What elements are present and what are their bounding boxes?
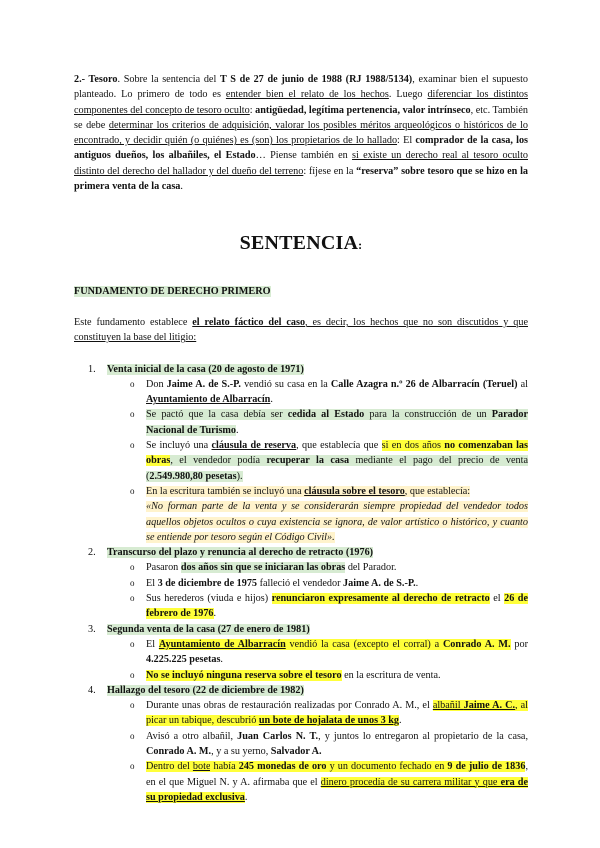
fact-text-run: mediante el pago del precio de venta ( — [146, 455, 528, 482]
fact-section-title: Segunda venta de la casa (27 de enero de 1981) — [107, 623, 310, 635]
fact-bullet-list — [74, 560, 528, 621]
intro-underlined: si existe un derecho real al tesoro oculto distinto del derecho del hallador y del dueño del terreno — [74, 150, 529, 177]
fact-text-run: . — [236, 424, 239, 436]
fact-section-number: 2. — [88, 547, 96, 559]
fact-text-run: . — [415, 577, 419, 589]
fact-text-run: . — [213, 608, 217, 620]
fact-text-run: Salvador A. — [270, 745, 322, 757]
fact-section-title: Venta inicial de la casa (20 de agosto de 1971) — [107, 363, 304, 375]
intro-text: . Luego — [388, 89, 428, 101]
intro-lead: 2.- Tesoro — [74, 74, 118, 85]
intro-text: , etc. También se debe — [74, 104, 528, 131]
bullet-marker-icon: o — [130, 669, 135, 680]
subheading-text: FUNDAMENTO DE DERECHO PRIMERO — [74, 285, 271, 297]
fact-text-run: era de su propiedad exclusiva — [146, 776, 528, 803]
facts-list — [74, 362, 528, 806]
intro-bold: “reserva” sobre tesoro que se hizo en la primera venta de la casa — [74, 165, 528, 193]
fact-text-run: , al picar un tabique, descubrió — [146, 700, 528, 727]
fact-text-run: Pasaron — [146, 562, 181, 574]
fact-text-run: Durante unas obras de restauración realizadas por Conrado A. M., el — [146, 700, 433, 712]
fact-section-heading — [74, 362, 528, 377]
fact-text-run: el — [489, 593, 505, 605]
fact-text-run: bote — [192, 761, 211, 773]
fact-bullet-item — [130, 637, 528, 668]
fact-text-run: para la construcción de un — [364, 409, 492, 421]
fact-text-run: , y juntos lo entregaron al propietario de la casa, — [318, 730, 528, 742]
bullet-marker-icon: o — [130, 700, 135, 711]
fact-text-run: Jaime A. de S.-P. — [166, 378, 241, 390]
fact-section — [74, 362, 528, 546]
fact-text-run: ). — [236, 470, 243, 482]
document-page — [74, 72, 528, 805]
fact-text-run: al — [517, 378, 528, 390]
intro-underlined: entender bien el relato de los hechos — [225, 89, 389, 101]
fact-text-run: 3 de diciembre de 1975 — [157, 577, 258, 589]
fact-text-run: Don — [146, 378, 167, 390]
fact-bullet-item — [130, 759, 528, 805]
fact-text-run: , que establecía: — [404, 485, 471, 497]
fact-text-run: El — [146, 577, 158, 589]
fact-text-run: El — [146, 638, 159, 650]
fact-text-run: dinero procedía de su carrera militar y que — [320, 776, 501, 788]
fact-section-number: 3. — [88, 623, 96, 635]
fact-text-run: No se incluyó ninguna reserva sobre el tesoro — [146, 669, 342, 681]
fact-text-run: . — [244, 791, 248, 803]
fact-text-run: Sus herederos (viuda e hijos) — [146, 593, 272, 605]
intro-ts-reference: T S de 27 de junio de 1988 (RJ 1988/5134) — [219, 74, 413, 85]
fact-text-run: . — [398, 715, 402, 727]
fact-text-run: , y a su yerno, — [211, 745, 271, 757]
bullet-marker-icon: o — [130, 638, 135, 649]
fact-text-run: renunciaron expresamente al derecho de retracto — [271, 593, 490, 605]
fact-bullet-item — [130, 576, 528, 591]
fact-text-run: un bote de hojalata de unos 3 kg — [258, 715, 399, 727]
fact-text-run: Jaime A. C. — [463, 700, 516, 712]
fact-section-heading — [74, 683, 528, 698]
fact-text-run: 9 de julio de 1836 — [447, 761, 526, 773]
fact-text-run: Se incluyó una — [146, 440, 212, 452]
fact-bullet-item — [130, 591, 528, 622]
intro-text: , examinar bien el supuesto planteado. Lo primero de todo es — [74, 74, 529, 101]
fact-text-run: cláusula sobre el tesoro — [304, 485, 405, 497]
fact-section-title: Transcurso del plazo y renuncia al derecho de retracto (1976) — [107, 547, 374, 559]
section-subheading — [74, 284, 528, 299]
fact-text-run: había — [210, 761, 239, 773]
bullet-marker-icon: o — [130, 730, 135, 741]
fact-bullet-item — [130, 438, 528, 484]
intro-paragraph — [74, 72, 528, 194]
fact-text-run: Conrado A. M. — [442, 638, 511, 650]
intro-bold: antigüedad, legítima pertenencia, valor intrínseco — [255, 104, 471, 116]
fact-text-run: falleció el vendedor — [257, 577, 344, 589]
fact-text-run: por — [510, 638, 528, 650]
fact-text-run: 2.549.980,80 pesetas — [149, 470, 237, 482]
fact-text-run: Jaime A. de S.-P. — [343, 577, 416, 589]
fact-text-run: , que establecía que — [296, 440, 382, 452]
fundamento-paragraph — [74, 315, 528, 346]
fact-text-run: no comenzaban las obras — [146, 440, 528, 467]
fact-bullet-item — [130, 407, 528, 438]
fact-text-run: albañil — [432, 700, 464, 712]
fact-text-run: Dentro del — [146, 761, 193, 773]
intro-text: . Sobre la sentencia del — [117, 74, 220, 85]
fact-bullet-item — [130, 377, 528, 408]
fact-text-run: vendió su casa en la — [240, 378, 331, 390]
bullet-marker-icon: o — [130, 440, 135, 451]
fact-text-run: 26 de febrero de 1976 — [146, 593, 528, 620]
fact-text-run: Se pactó que la casa debía ser — [146, 409, 288, 421]
title-text: SENTENCIA — [239, 232, 359, 255]
fact-section-heading — [74, 622, 528, 637]
fact-text-run: Ayuntamiento de Albarracín — [158, 638, 286, 650]
fact-bullet-list — [74, 637, 528, 683]
fact-section-number: 1. — [88, 363, 96, 375]
title-colon: : — [358, 238, 363, 253]
intro-text: : El — [397, 135, 416, 147]
bullet-marker-icon: o — [130, 761, 135, 772]
fact-text-run: del Parador. — [345, 562, 397, 574]
fact-text-run: Calle Azagra n.º 26 de Albarracín (Teruel) — [330, 378, 518, 390]
fact-text-run: Parador Nacional de Turismo — [146, 409, 528, 436]
fact-text-run: vendió la casa (excepto el corral) a — [285, 638, 443, 650]
fact-bullet-item — [130, 560, 528, 575]
bullet-marker-icon: o — [130, 409, 135, 420]
fact-text-run: , en el que Miguel N. y A. afirmaba que el — [146, 761, 528, 788]
intro-bold: comprador de la casa, los antiguos dueños, los albañiles, el Estado — [74, 135, 529, 162]
fact-text-run: dos años sin que se iniciaran las obras — [180, 562, 346, 574]
fact-text-run: recuperar la casa — [266, 455, 350, 467]
intro-text: : — [249, 104, 256, 116]
fact-text-run: Avisó a otro albañil, — [146, 730, 238, 742]
fact-section-heading — [74, 545, 528, 560]
fact-section-title: Hallazgo del tesoro (22 de diciembre de 1982) — [107, 684, 304, 696]
bullet-marker-icon: o — [130, 593, 135, 604]
page-title — [74, 232, 528, 255]
fact-text-run: 4.225.225 pesetas — [146, 654, 221, 666]
fact-bullet-list — [74, 698, 528, 805]
bullet-marker-icon: o — [130, 485, 135, 496]
intro-underlined: diferenciar los distintos componentes del concepto de tesoro oculto — [74, 89, 528, 116]
intro-text: … Piense también en — [255, 150, 353, 162]
fact-text-run: . — [270, 394, 273, 406]
fact-text-run: cedida al Estado — [287, 409, 365, 421]
fact-text-run: Juan Carlos N. T. — [237, 730, 319, 742]
fact-text-run: En la escritura también se incluyó una — [146, 485, 305, 497]
fundamento-bold: el relato fáctico del caso — [192, 316, 306, 328]
fundamento-text: , es decir, los hechos que no son discutidos y que constituyen la base del litigio: — [74, 316, 528, 344]
fact-text-run: 245 monedas de oro — [238, 761, 327, 773]
bullet-marker-icon: o — [130, 562, 135, 573]
fact-bullet-list — [74, 377, 528, 545]
fact-text-run: , el vendedor podía — [170, 455, 267, 467]
fact-text-run: «No forman parte de la venta y se considerarán siempre propiedad del vendedor todos aquellos objetos ocultos o cuya existencia se ignora, de valor artístico o histórico, y cuanto se entiende por tesoro según el Código Civil». — [146, 501, 528, 543]
fact-bullet-item — [130, 729, 528, 760]
fact-text-run: . — [220, 654, 223, 666]
fact-section — [74, 683, 528, 805]
fundamento-text: Este fundamento establece — [74, 316, 193, 328]
intro-underlined: determinar los criterios de adquisición, valorar los posibles méritos arqueológicos o históricos de lo encontrado, y decidir quién (o quiénes) es (son) los propietarios de lo hallado — [74, 119, 528, 147]
fact-section-number: 4. — [88, 684, 96, 696]
fact-text-run: Conrado A. M. — [146, 745, 212, 757]
fact-bullet-item — [130, 484, 528, 545]
bullet-marker-icon: o — [130, 577, 135, 588]
fact-text-run: en la escritura de venta. — [341, 669, 441, 681]
intro-text: : fíjese en la — [303, 165, 357, 177]
bullet-marker-icon: o — [130, 378, 135, 389]
intro-text: . — [180, 181, 183, 193]
fact-text-run: Ayuntamiento de Albarracín — [146, 394, 271, 406]
fact-bullet-item — [130, 668, 528, 683]
fact-text-run: y un documento fechado en — [326, 761, 448, 773]
fact-bullet-item — [130, 698, 528, 729]
fact-text-run: cláusula de reserva — [211, 440, 297, 452]
fact-section — [74, 545, 528, 621]
fact-section — [74, 622, 528, 683]
fact-text-run: si en dos años — [381, 440, 445, 452]
